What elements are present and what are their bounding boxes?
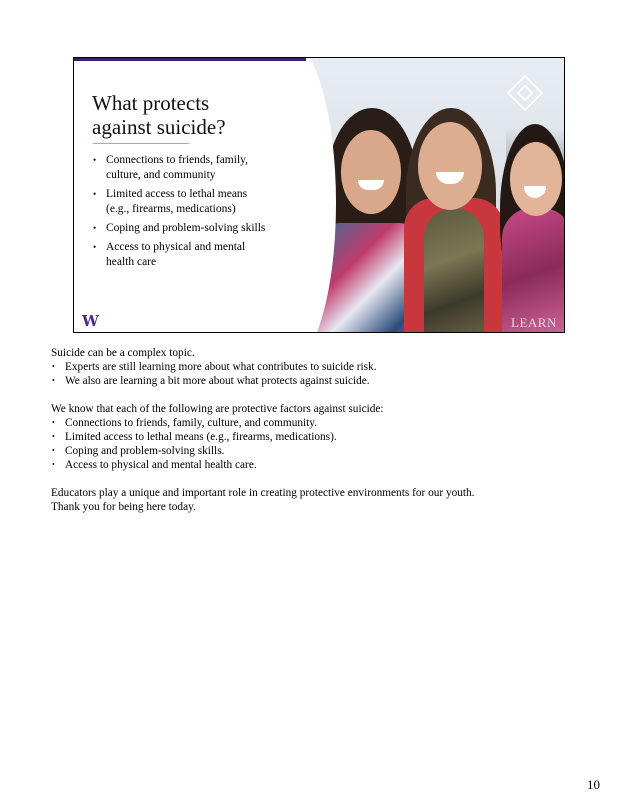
slide-title xyxy=(92,91,292,139)
list-item xyxy=(51,430,571,444)
bullet-icon: • xyxy=(52,446,55,455)
learn-watermark: LEARN xyxy=(511,315,557,330)
slide-title-line-1: What protects xyxy=(92,91,210,115)
notes-intro-bullets xyxy=(51,360,571,388)
bullet-icon: • xyxy=(93,189,97,199)
list-item xyxy=(51,444,571,458)
bullet-icon: • xyxy=(52,460,55,469)
slide-photo-three-girls-smiling xyxy=(306,58,565,333)
slide-title-underline xyxy=(93,143,189,144)
slide-bullet-text: culture, and community xyxy=(106,169,216,181)
slide-bullet-item xyxy=(91,153,305,183)
slide-bullet-text: Limited access to lethal means xyxy=(106,188,248,200)
bullet-icon: • xyxy=(93,155,97,165)
bullet-icon: • xyxy=(93,223,97,233)
list-item-text: We also are learning a bit more about what protects against suicide. xyxy=(65,375,370,387)
slide-thumbnail xyxy=(73,57,565,333)
list-item-text: Coping and problem-solving skills. xyxy=(65,445,225,457)
bullet-icon: • xyxy=(52,432,55,441)
speaker-notes xyxy=(51,346,571,514)
slide-bullet-text: (e.g., firearms, medications) xyxy=(106,203,236,215)
slide-bullet-item xyxy=(91,187,305,217)
slide-bullet-text: Connections to friends, family, xyxy=(106,154,249,166)
list-item-text: Connections to friends, family, culture, and community. xyxy=(65,417,318,429)
slide-bullet-text: Coping and problem-solving skills xyxy=(106,222,266,234)
list-item xyxy=(51,360,571,374)
bullet-icon: • xyxy=(52,418,55,427)
notes-closing-line-1: Educators play a unique and important role in creating protective environments for our youth. xyxy=(51,487,475,499)
page-number: 10 xyxy=(587,777,600,792)
list-item xyxy=(51,374,571,388)
list-item xyxy=(51,458,571,472)
list-item-text: Access to physical and mental health care. xyxy=(65,459,257,471)
slide-bullet-text: health care xyxy=(106,256,157,268)
uw-logo-icon: W xyxy=(82,312,98,330)
list-item xyxy=(51,416,571,430)
notes-intro: Suicide can be a complex topic. xyxy=(51,347,195,359)
slide-bullet-item xyxy=(91,221,305,236)
bullet-icon: • xyxy=(93,242,97,252)
notes-factors-intro: We know that each of the following are protective factors against suicide: xyxy=(51,403,384,415)
bullet-icon: • xyxy=(52,362,55,371)
slide-bullet-text: Access to physical and mental xyxy=(106,241,246,253)
list-item-text: Limited access to lethal means (e.g., firearms, medications). xyxy=(65,431,337,443)
slide-bullet-item xyxy=(91,240,305,270)
notes-factors-list xyxy=(51,416,571,472)
notes-closing-line-2: Thank you for being here today. xyxy=(51,501,196,513)
slide-bullet-list xyxy=(91,153,305,274)
bullet-icon: • xyxy=(52,376,55,385)
slide-title-line-2: against suicide? xyxy=(92,115,226,139)
diamond-logo-icon xyxy=(507,75,544,112)
slide-accent-bar xyxy=(74,58,306,61)
list-item-text: Experts are still learning more about what contributes to suicide risk. xyxy=(65,361,377,373)
